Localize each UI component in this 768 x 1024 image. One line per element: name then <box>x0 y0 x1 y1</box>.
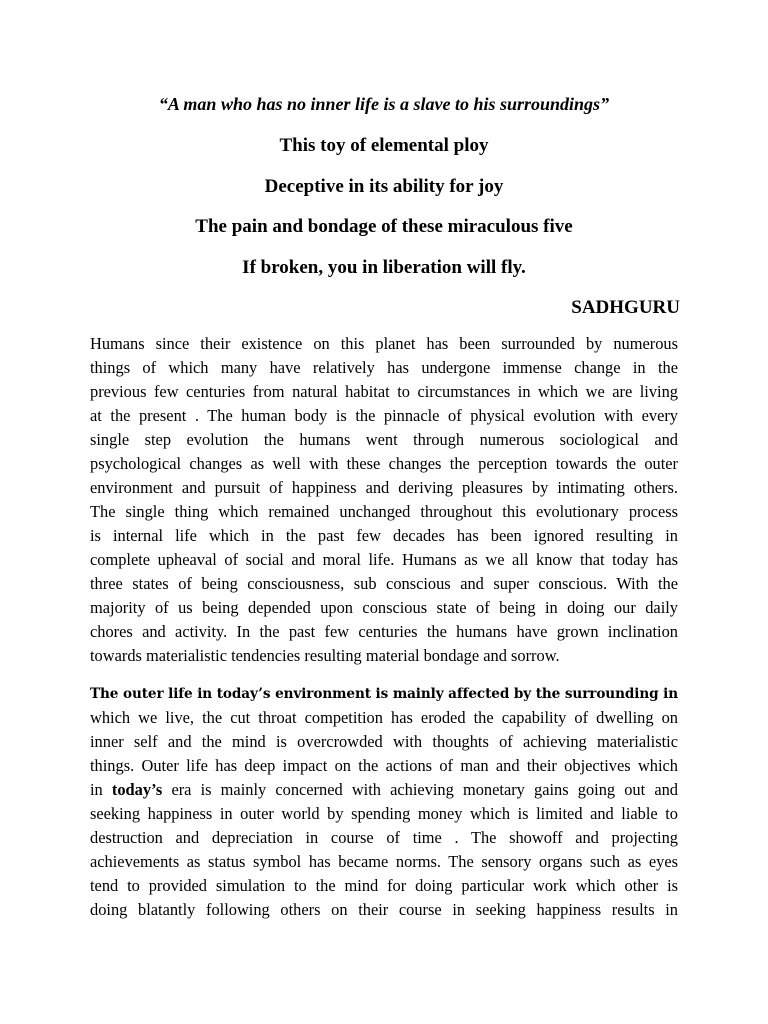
paragraph-line: things. Outer life has deep impact on the actions of man and their objectives which <box>90 756 678 775</box>
paragraph-line: chores and activity. In the past few centuries the humans have grown inclination <box>90 622 678 641</box>
paragraph-line: tend to provided simulation to the mind for doing particular work which other is <box>90 876 678 895</box>
paragraph-line: complete upheaval of social and moral life. Humans as we all know that today has <box>90 550 678 569</box>
paragraph-line: destruction and depreciation in course of time . The showoff and projecting <box>90 828 678 847</box>
paragraph-line: previous few centuries from natural habitat to circumstances in which we are living <box>90 382 678 401</box>
verse-line-3: The pain and bondage of these miraculous five <box>195 216 573 237</box>
paragraph-line: inner self and the mind is overcrowded with thoughts of achieving materialistic <box>90 732 678 751</box>
line-5-start: in <box>90 780 112 799</box>
verse-line-1: This toy of elemental ploy <box>279 135 489 156</box>
verse-line-2: Deceptive in its ability for joy <box>264 176 504 197</box>
bold-word-todays: today’s <box>111 780 163 799</box>
paragraph-line: three states of being consciousness, sub conscious and super conscious. With the <box>90 574 678 593</box>
paragraph-line: Humans since their existence on this planet has been surrounded by numerous <box>90 334 678 353</box>
paragraph-1 <box>90 332 678 668</box>
paragraph-lead-line: The outer life in today’s environment is mainly affected by the surrounding in <box>90 686 678 702</box>
paragraph-line: achievements as status symbol has became norms. The sensory organs such as eyes <box>90 852 678 871</box>
paragraph-line: psychological changes as well with these changes the perception towards the outer <box>90 454 678 473</box>
paragraph-line: towards materialistic tendencies resulting material bondage and sorrow. <box>90 646 560 665</box>
epigraph-quote: “A man who has no inner life is a slave to his surroundings” <box>158 94 610 114</box>
paragraph-line: doing blatantly following others on their course in seeking happiness results in <box>90 900 678 919</box>
verse-line-4: If broken, you in liberation will fly. <box>242 257 526 278</box>
paragraph-line: The single thing which remained unchanged throughout this evolutionary process <box>90 502 678 521</box>
paragraph-line: majority of us being depended upon conscious state of being in doing our daily <box>90 598 678 617</box>
paragraph-line: things of which many have relatively has undergone immense change in the <box>90 358 678 377</box>
paragraph-line-5 <box>90 778 678 802</box>
paragraph-line: single step evolution the humans went through numerous sociological and <box>90 430 678 449</box>
epigraph-author: SADHGURU <box>571 297 680 318</box>
paragraph-line: which we live, the cut throat competition has eroded the capability of dwelling on <box>90 708 678 727</box>
paragraph-2 <box>90 682 678 922</box>
paragraph-line: is internal life which in the past few decades has been ignored resulting in <box>90 526 678 545</box>
paragraph-line: seeking happiness in outer world by spending money which is limited and liable to <box>90 804 678 823</box>
paragraph-line: at the present . The human body is the pinnacle of physical evolution with every <box>90 406 678 425</box>
line-5-end: era is mainly concerned with achieving monetary gains going out and <box>162 780 678 799</box>
paragraph-line: environment and pursuit of happiness and deriving pleasures by intimating others. <box>90 478 678 497</box>
